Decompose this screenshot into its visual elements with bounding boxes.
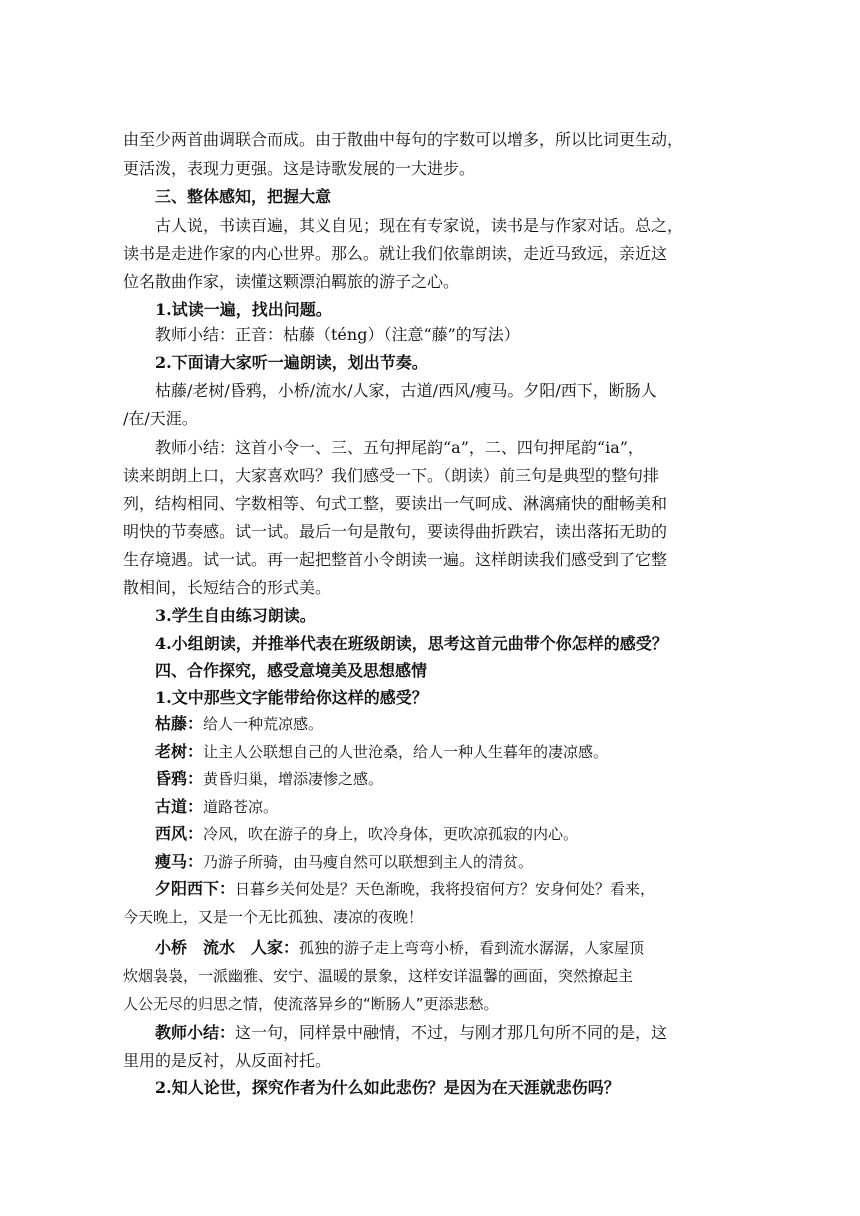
teacher-note-2-line-6: 散相间，长短结合的形式美。 (123, 578, 332, 597)
term-description: 让主人公联想自己的人世沧桑，给人一种人生暮年的凄凉感。 (203, 743, 609, 761)
term-row (155, 821, 578, 847)
term-row (155, 711, 323, 737)
teacher-note-2-line-5: 生存境遇。试一试。再一起把整首小令朗读一遍。这样朗读我们感受到了它整 (123, 550, 668, 569)
bridge-row (155, 935, 644, 961)
term-description: 乃游子所骑，由马瘦自然可以联想到主人的清贫。 (203, 853, 534, 871)
teacher-note-2-line-4: 明快的节奏感。试一试。最后一句是散句，要读得曲折跌宕，读出落拓无助的 (123, 522, 668, 541)
term-description: 冷风，吹在游子的身上，吹冷身体，更吹凉孤寂的内心。 (203, 825, 579, 843)
teacher-note-1: 教师小结：正音：枯藤（téng）（注意“藤”的写法） (155, 325, 520, 344)
term-description: 给人一种荒凉感。 (203, 715, 324, 733)
teacher-note-3-line-1: 这一句，同样景中融情，不过，与刚才那几句所不同的是，这 (235, 1023, 668, 1042)
step-3: 3.学生自由练习朗读。 (155, 606, 316, 625)
term-label: 西风： (155, 824, 204, 843)
question-2: 2.知人论世，探究作者为什么如此悲伤？是因为在天涯就悲伤吗？ (155, 1078, 620, 1097)
step-2: 2.下面请大家听一遍朗读，划出节奏。 (155, 353, 428, 372)
term-row (155, 794, 278, 820)
rhythm-line-2: /在/天涯。 (123, 409, 198, 428)
bridge-description-line-2: 炊烟袅袅，一派幽雅、安宁、温暖的景象，这样安详温馨的画面，突然撩起主 (123, 967, 634, 985)
section3-paragraph-line-3: 位名散曲作家，读懂这颗漂泊羁旅的游子之心。 (123, 272, 460, 291)
sunset-description-line-2: 今天晚上，又是一个无比孤独、凄凉的夜晚！ (123, 908, 424, 926)
step-4: 4.小组朗读，并推举代表在班级朗读，思考这首元曲带个你怎样的感受？ (155, 634, 668, 653)
term-description: 黄昏归巢，增添凄惨之感。 (203, 770, 384, 788)
term-description: 道路苍凉。 (203, 798, 279, 816)
bridge-description-line-3: 人公无尽的归思之情，使流落异乡的“断肠人”更添悲愁。 (123, 995, 499, 1013)
sunset-description-line-1: 日暮乡关何处是？天色渐晚，我将投宿何方？安身何处？看来， (235, 880, 656, 898)
section4-heading: 四、合作探究，感受意境美及思想感情 (155, 661, 428, 680)
teacher-note-3-term: 教师小结： (155, 1023, 236, 1042)
term-row (155, 766, 383, 792)
teacher-note-2-line-2: 读来朗朗上口，大家喜欢吗？我们感受一下。（朗读）前三句是典型的整句排 (123, 466, 660, 485)
section3-paragraph-line-2: 读书是走进作家的内心世界。那么。就让我们依靠朗读，走近马致远，亲近这 (123, 244, 668, 263)
term-label: 老树： (155, 742, 204, 761)
sunset-row (155, 876, 655, 902)
bridge-term: 小桥 流水 人家： (155, 938, 300, 957)
teacher-note-2-line-1: 教师小结：这首小令一、三、五句押尾韵“a”，二、四句押尾韵“ia”， (155, 438, 644, 457)
sunset-term: 夕阳西下： (155, 879, 236, 898)
question-1: 1.文中那些文字能带给你这样的感受？ (155, 688, 428, 707)
term-row (155, 849, 533, 875)
section3-heading: 三、整体感知，把握大意 (155, 187, 332, 206)
term-label: 枯藤： (155, 714, 204, 733)
section3-paragraph-line-1: 古人说，书读百遍，其义自见；现在有专家说，读书是与作家对话。总之， (155, 216, 684, 235)
rhythm-line-1: 枯藤/老树/昏鸦，小桥/流水/人家，古道/西风/瘦马。夕阳/西下，断肠人 (155, 381, 657, 400)
teacher-note-2-line-3: 列，结构相同、字数相等、句式工整，要读出一气呵成、淋漓痛快的酣畅美和 (123, 494, 668, 513)
term-label: 昏鸦： (155, 769, 204, 788)
step-1: 1.试读一遍，找出问题。 (155, 300, 332, 319)
intro-line-1: 由至少两首曲调联合而成。由于散曲中每句的字数可以增多，所以比词更生动， (123, 130, 684, 149)
intro-line-2: 更活泼，表现力更强。这是诗歌发展的一大进步。 (123, 159, 476, 178)
term-row (155, 739, 608, 765)
teacher-note-3-line-2: 里用的是反衬，从反面衬托。 (123, 1051, 332, 1070)
bridge-description-line-1: 孤独的游子走上弯弯小桥，看到流水潺潺，人家屋顶 (299, 939, 645, 957)
term-label: 古道： (155, 797, 204, 816)
teacher-note-3-row (155, 1020, 667, 1046)
term-label: 瘦马： (155, 852, 204, 871)
